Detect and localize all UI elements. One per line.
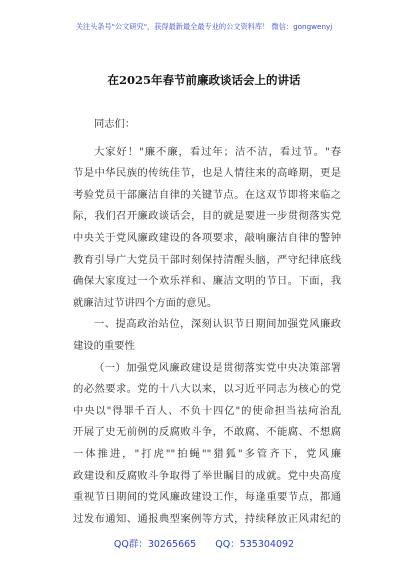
text-line: 过发布通知、通报典型案例等方式，持续释放正风肃纪的 — [73, 512, 341, 525]
document-body — [73, 114, 341, 530]
text-line: 大家好！"廉不廉，看过年；洁不洁，看过节。"春 — [94, 145, 341, 158]
paragraph — [73, 142, 341, 315]
text-line: 一体推进，"打虎""拍蝇""猎狐"多管齐下，党风廉 — [73, 447, 341, 460]
text-line: 考验党员干部廉洁自律的关键节点。在这双节即将来临之 — [73, 188, 341, 201]
footer-contact — [0, 536, 408, 550]
text-line: 开展了史无前例的反腐败斗争，不敢腐、不能腐、不想腐 — [73, 426, 341, 439]
text-line: 中央以"得罪千百人、不负十四亿"的使命担当祛疴治乱 — [73, 404, 341, 417]
text-line: 建设的重要性 — [73, 339, 135, 352]
salutation: 同志们： — [94, 118, 136, 130]
text-line: 节是中华民族的传统佳节，也是人情往来的高峰期，更是 — [73, 167, 341, 180]
text-line: 就廉洁过节讲四个方面的意见。 — [73, 296, 218, 309]
text-line: 确保大家度过一个欢乐祥和、廉洁文明的节日。下面，我 — [73, 275, 341, 288]
text-line: 重视节日期间的党风廉政建设工作，每逢重要节点，都通 — [73, 491, 341, 504]
paragraph — [73, 314, 341, 357]
paragraph-container — [73, 142, 341, 531]
text-line: 际，我们召开廉政谈话会，目的就是要进一步贯彻落实党 — [73, 210, 341, 223]
qq-group-text: QQ群：30265665 — [113, 539, 197, 550]
text-line: （一）加强党风廉政建设是贯彻落实党中央决策部署 — [94, 361, 341, 374]
qq-text: QQ：535304092 — [215, 539, 295, 550]
paragraph — [73, 358, 341, 531]
text-line: 一、提高政治站位，深刻认识节日期间加强党风廉政 — [94, 318, 341, 331]
header-notice: 关注头条号"公文研究"，获得最新最全最专业的公文资料库！ 微信：gongwenyj — [75, 22, 333, 31]
text-line: 中央关于党风廉政建设的各项要求，敲响廉洁自律的警钟 — [73, 231, 341, 244]
text-line: 政建设和反腐败斗争取得了举世瞩目的成就。党中央高度 — [73, 469, 341, 482]
text-line: 教育引导广大党员干部时刻保持清醒头脑，严守纪律底线 — [73, 253, 341, 266]
document-title: 在2025年春节前廉政谈话会上的讲话 — [107, 73, 301, 87]
text-line: 的必然要求。党的十八大以来，以习近平同志为核心的党 — [73, 383, 341, 396]
